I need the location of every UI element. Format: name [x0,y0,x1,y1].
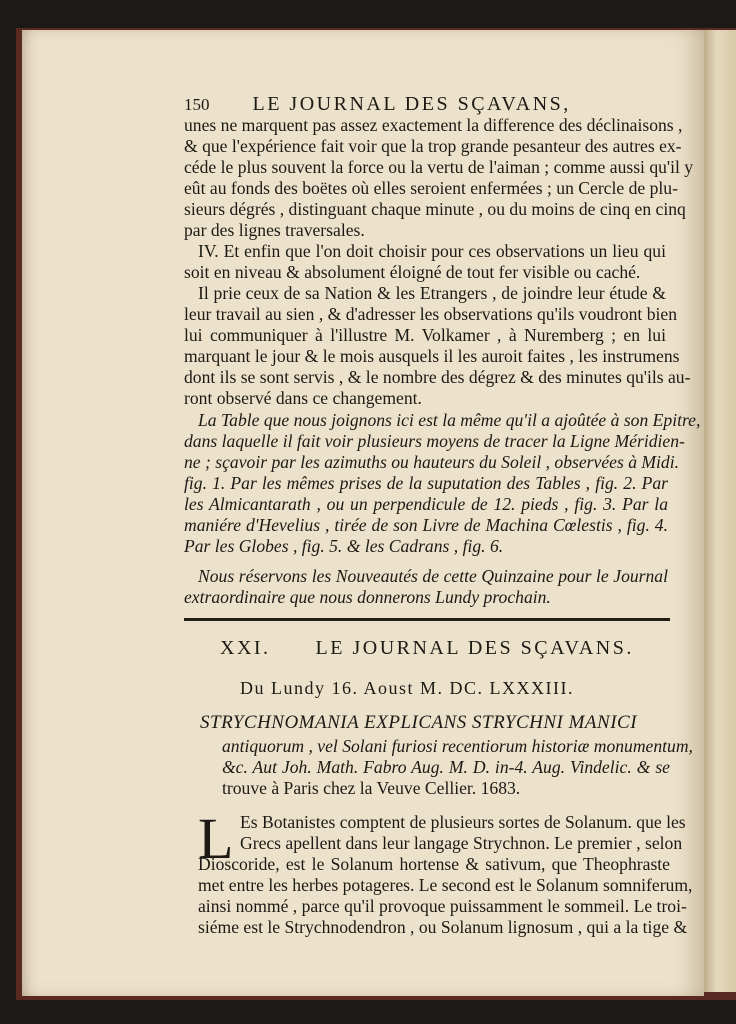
book-title: STRYCHNOMANIA EXPLICANS STRYCHNI MANICI [200,712,638,733]
book-subtitle-line: antiquorum , vel Solani furiosi recentiorum historiæ monumentum, [222,736,693,756]
running-head [184,94,571,116]
text-line: & que l'expérience fait voir que la trop grande pesanteur des autres ex- [184,136,682,156]
book-page [22,30,704,996]
issue-title: LE JOURNAL DES SÇAVANS. [315,637,634,659]
text-line: dans laquelle il fait voir plusieurs moyens de tracer la Ligne Méridien- [184,431,685,451]
text-line: fig. 1. Par les mêmes prises de la suputation des Tables , fig. 2. Par [184,473,668,493]
issue-date: Du Lundy 16. Aoust M. DC. LXXXIII. [240,678,574,698]
text-line: céde le plus souvent la force ou la vertu de l'aiman ; comme aussi qu'il y [184,157,694,177]
text-line: dont ils se sont servis , & le nombre des dégrez & des minutes qu'ils au- [184,367,691,387]
text-line: marquant le jour & le mois ausquels il les auroit faites , les instrumens [184,346,680,366]
text-line: La Table que nous joignons ici est la même qu'il a ajoûtée à son Epitre, [198,410,701,430]
text-line: lui communiquer à l'illustre M. Volkamer , à Nuremberg ; en lui [184,325,666,345]
running-head-title: LE JOURNAL DES SÇAVANS, [252,93,571,115]
page-text [22,30,704,996]
text-line: Nous réservons les Nouveautés de cette Quinzaine pour le Journal [198,566,668,586]
text-line: sieurs dégrés , distinguant chaque minute , ou du moins de cinq en cinq [184,199,686,219]
text-line: par des lignes traversales. [184,220,365,240]
text-line: soit en niveau & absolument éloigné de tout fer visible ou caché. [184,262,641,282]
issue-heading [220,638,634,659]
text-line: Grecs apellent dans leur langage Strychnon. Le premier , selon [240,833,683,853]
text-line: Il prie ceux de sa Nation & les Etrangers , de joindre leur étude & [198,283,666,303]
text-line: maniére d'Hevelius , tirée de son Livre de Machina Cœlestis , fig. 4. [184,515,668,535]
text-line: unes ne marquent pas assez exactement la difference des déclinaisons , [184,115,683,135]
text-line: siéme est le Strychnodendron , ou Solanum lignosum , qui a la tige & [198,917,688,937]
text-line: les Almicantarath , ou un perpendicule de 12. pieds , fig. 3. Par la [184,494,668,514]
drop-cap: L [198,806,234,871]
facing-page-edge [704,30,736,992]
text-line: Es Botanistes comptent de plusieurs sortes de Solanum. que les [240,812,686,832]
text-line: met entre les herbes potageres. Le second est le Solanum somniferum, [198,875,693,895]
section-rule [184,618,670,621]
page-number: 150 [184,95,210,114]
text-line: leur travail au sien , & d'adresser les observations qu'ils voudront bien [184,304,677,324]
book-imprint: trouve à Paris chez la Veuve Cellier. 1683. [222,778,521,798]
book-subtitle-line: &c. Aut Joh. Math. Fabro Aug. M. D. in-4. Aug. Vindelic. & se [222,757,670,777]
text-line: eût au fonds des boëtes où elles seroient enfermées ; un Cercle de plu- [184,178,678,198]
text-line: ront observé dans ce changement. [184,388,422,408]
text-line: ne ; sçavoir par les azimuths ou hauteurs du Soleil , observées à Midi. [184,452,680,472]
text-line: IV. Et enfin que l'on doit choisir pour ces observations un lieu qui [198,241,666,261]
text-line: ainsi nommé , parce qu'il provoque puissamment le sommeil. Le troi- [198,896,687,916]
issue-number: XXI. [220,637,271,659]
text-line: extraordinaire que nous donnerons Lundy prochain. [184,587,551,607]
text-line: Par les Globes , fig. 5. & les Cadrans , fig. 6. [184,536,504,556]
text-line: Dioscoride, est le Solanum hortense & sativum, que Theophraste [198,854,670,874]
